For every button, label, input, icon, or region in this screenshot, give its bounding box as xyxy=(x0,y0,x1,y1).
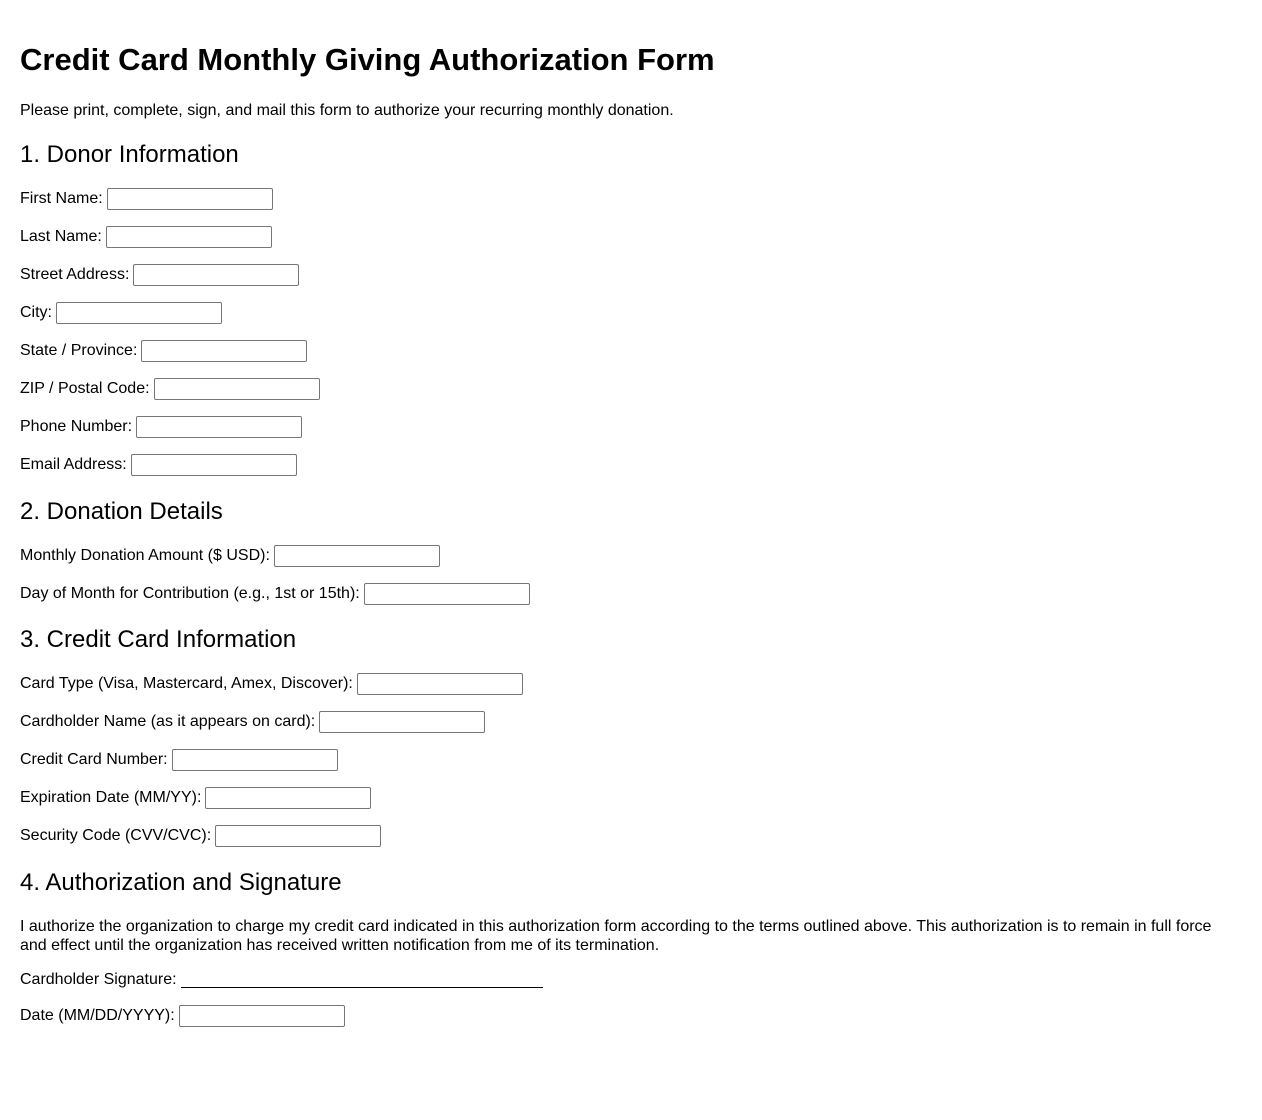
expiration-label: Expiration Date (MM/YY): xyxy=(20,789,202,806)
contribution-day-input[interactable] xyxy=(364,583,530,605)
email-row xyxy=(20,454,297,476)
cardholder-name-row xyxy=(20,711,485,733)
date-row xyxy=(20,1005,345,1027)
credit-card-info-heading: 3. Credit Card Information xyxy=(20,626,297,653)
phone-row xyxy=(20,416,302,438)
signature-label: Cardholder Signature: xyxy=(20,971,177,988)
contribution-day-row xyxy=(20,583,530,605)
last-name-row xyxy=(20,226,272,248)
donation-details-heading: 2. Donation Details xyxy=(20,498,223,525)
card-type-row xyxy=(20,673,523,695)
security-code-label: Security Code (CVV/CVC): xyxy=(20,827,212,844)
first-name-row xyxy=(20,188,273,210)
page-title: Credit Card Monthly Giving Authorization Form xyxy=(20,42,715,77)
email-input[interactable] xyxy=(131,454,297,476)
donation-amount-input[interactable] xyxy=(274,545,440,567)
card-number-label: Credit Card Number: xyxy=(20,751,168,768)
donor-info-heading: 1. Donor Information xyxy=(20,141,239,168)
security-code-input[interactable] xyxy=(215,825,381,847)
state-input[interactable] xyxy=(141,340,307,362)
city-input[interactable] xyxy=(56,302,222,324)
phone-label: Phone Number: xyxy=(20,418,133,435)
card-type-label: Card Type (Visa, Mastercard, Amex, Discover): xyxy=(20,675,353,692)
city-label: City: xyxy=(20,304,52,321)
intro-text: Please print, complete, sign, and mail this form to authorize your recurring monthly donation. xyxy=(20,102,674,119)
first-name-input[interactable] xyxy=(107,188,273,210)
signature-line xyxy=(181,972,543,988)
card-type-input[interactable] xyxy=(357,673,523,695)
city-row xyxy=(20,302,222,324)
street-address-input[interactable] xyxy=(133,264,299,286)
last-name-label: Last Name: xyxy=(20,228,102,245)
contribution-day-label: Day of Month for Contribution (e.g., 1st or 15th): xyxy=(20,585,360,602)
email-label: Email Address: xyxy=(20,456,127,473)
date-label: Date (MM/DD/YYYY): xyxy=(20,1007,175,1024)
authorization-text: I authorize the organization to charge my credit card indicated in this authorization form according to the terms outlined above. This authorization is to remain in full force and effect until the organization has received written notification from me of its termination. xyxy=(20,918,1212,954)
last-name-input[interactable] xyxy=(106,226,272,248)
expiration-input[interactable] xyxy=(205,787,371,809)
security-code-row xyxy=(20,825,381,847)
authorization-heading: 4. Authorization and Signature xyxy=(20,869,342,896)
zip-label: ZIP / Postal Code: xyxy=(20,380,150,397)
zip-row xyxy=(20,378,320,400)
signature-row xyxy=(20,969,543,991)
donation-amount-label: Monthly Donation Amount ($ USD): xyxy=(20,547,270,564)
street-address-label: Street Address: xyxy=(20,266,130,283)
date-input[interactable] xyxy=(179,1005,345,1027)
donation-amount-row xyxy=(20,545,440,567)
phone-input[interactable] xyxy=(136,416,302,438)
first-name-label: First Name: xyxy=(20,190,103,207)
cardholder-name-input[interactable] xyxy=(319,711,485,733)
street-address-row xyxy=(20,264,299,286)
zip-input[interactable] xyxy=(154,378,320,400)
expiration-row xyxy=(20,787,371,809)
card-number-input[interactable] xyxy=(172,749,338,771)
card-number-row xyxy=(20,749,338,771)
cardholder-name-label: Cardholder Name (as it appears on card): xyxy=(20,713,316,730)
state-row xyxy=(20,340,307,362)
state-label: State / Province: xyxy=(20,342,138,359)
